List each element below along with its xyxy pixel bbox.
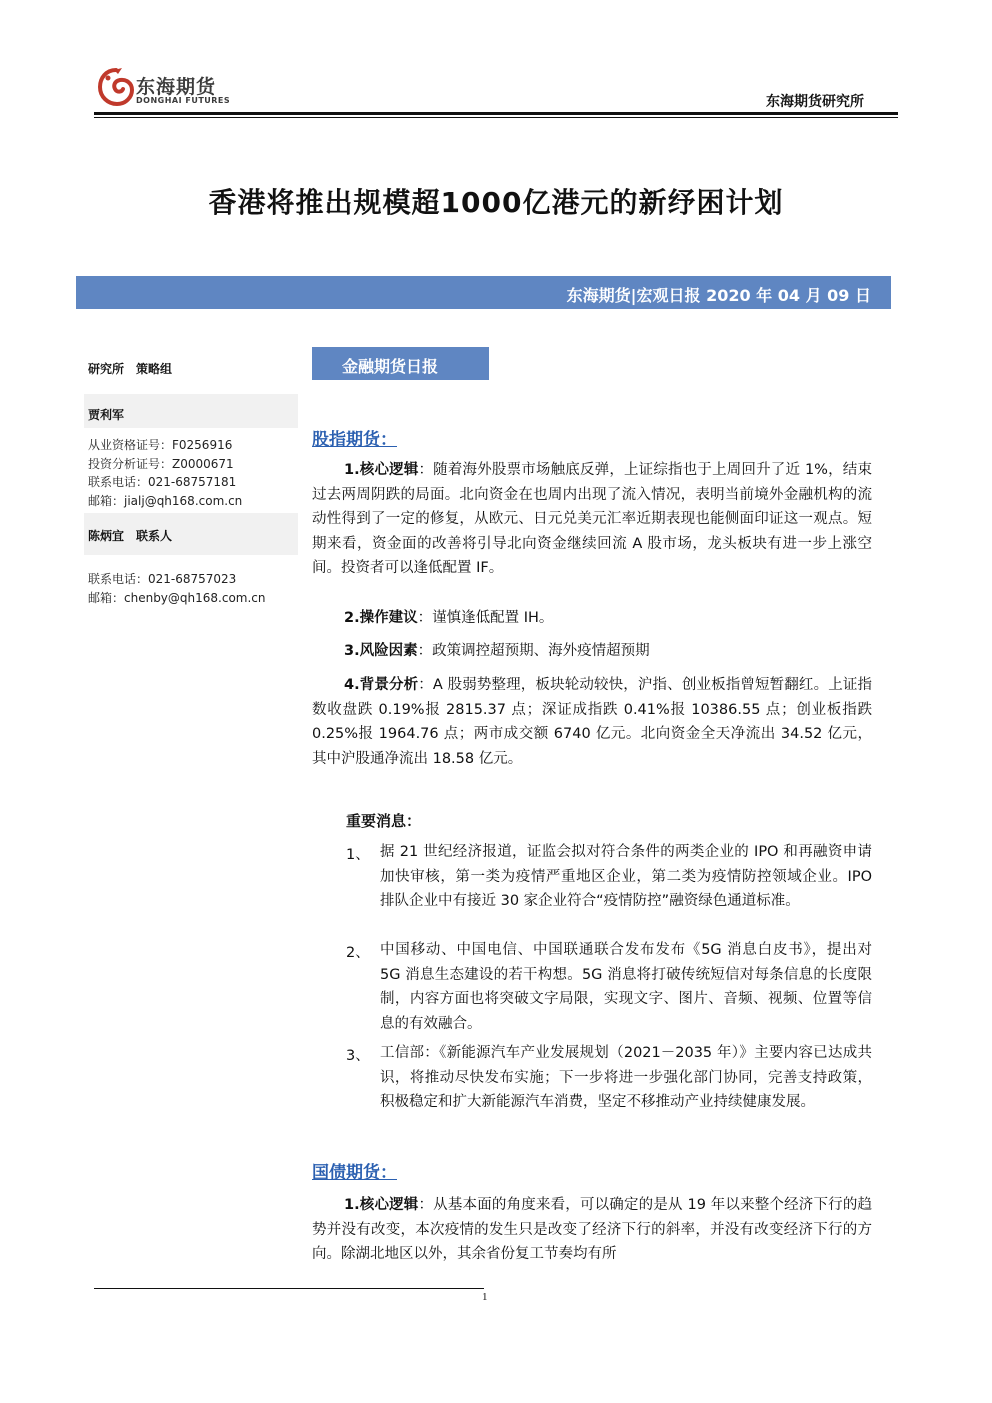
news-item-number: 3、 — [346, 1048, 370, 1064]
logo-english-text: DONGHAI FUTURES — [136, 96, 231, 105]
analyst2-email[interactable]: 邮箱：chenby@qh168.com.cn — [88, 590, 266, 605]
analyst2-name: 陈炳宜 联系人 — [88, 529, 173, 543]
sidebar-department: 研究所 策略组 — [88, 362, 173, 376]
analyst1-email[interactable]: 邮箱：jialj@qh168.com.cn — [88, 493, 243, 508]
news-item-text: 工信部：《新能源汽车产业发展规划（2021－2035 年）》主要内容已达成共识，将推动尽快发布实施；下一步将进一步强化部门协同，完善支持政策，积极稳定和扩大新能源汽车消费，坚定不移推动产业持续健康发展。 — [380, 1045, 872, 1110]
analyst2-line: 联系电话：021-68757023 — [88, 572, 237, 586]
company-logo — [96, 66, 236, 110]
news-item-number: 2、 — [346, 945, 370, 961]
bond-core-logic — [312, 1193, 872, 1267]
news-item-text: 据 21 世纪经济报道，证监会拟对符合条件的两类企业的 IPO 和再融资申请加快审核，第一类为疫情严重地区企业，第二类为疫情防控领域企业。IPO 排队企业中有接近 30 家企业符合“疫情防控”融资绿色通道标准。 — [380, 844, 872, 909]
logo-chinese-text: 东海期货 — [136, 76, 217, 98]
footer-rule — [94, 1288, 484, 1289]
stock-background — [312, 673, 872, 771]
stock-risk-text: ：政策调控超预期、海外疫情超预期 — [417, 643, 650, 659]
stock-risk-label: 3.风险因素 — [344, 643, 418, 659]
stock-advice-label: 2.操作建议 — [344, 610, 418, 626]
report-banner — [76, 276, 891, 309]
financial-futures-tag — [312, 347, 489, 380]
analyst1-header — [84, 394, 298, 428]
analyst1-line: 联系电话：021-68757181 — [88, 475, 237, 489]
bond-core-logic-label: 1.核心逻辑 — [344, 1197, 419, 1213]
analyst1-line: 投资分析证号：Z0000671 — [88, 456, 234, 471]
analyst1-line: 从业资格证号：F0256916 — [88, 438, 233, 452]
header-rule-thin — [94, 117, 898, 118]
stock-background-label: 4.背景分析 — [344, 677, 419, 693]
analyst2-header — [84, 513, 298, 555]
important-news-title: 重要消息： — [346, 812, 422, 830]
stock-core-logic — [312, 458, 872, 581]
bond-core-logic-text: ：从基本面的角度来看，可以确定的是从 19 年以来整个经济下行的趋势并没有改变，本次疫情的发生只是改变了经济下行的斜率，并没有改变经济下行的方向。除湖北地区以外，其余省份复工节奏均有所 — [312, 1197, 872, 1262]
report-title: 香港将推出规模超1000亿港元的新纾困计划 — [208, 186, 784, 219]
analyst1-contact — [88, 436, 242, 510]
bond-futures-section-title: 国债期货： — [312, 1163, 397, 1183]
news-item-number: 1、 — [346, 847, 370, 863]
research-institute-label: 东海期货研究所 — [766, 94, 864, 110]
tag-label: 金融期货日报 — [342, 357, 439, 376]
analyst1-name: 贾利军 — [88, 408, 125, 422]
header-rule-thick — [94, 112, 898, 115]
stock-core-logic-label: 1.核心逻辑 — [344, 462, 419, 478]
page-number: 1 — [482, 1291, 488, 1303]
stock-risk — [312, 639, 872, 664]
report-date-label: 东海期货|宏观日报 2020 年 04 月 09 日 — [566, 286, 871, 305]
stock-core-logic-text: ：随着海外股票市场触底反弹，上证综指也于上周回升了近 1%，结束过去两周阴跌的局面。北向资金在也周内出现了流入情况，表明当前境外金融机构的流动性得到了一定的修复，从欧元、日元兑美元汇率近期表现也能侧面印证这一观点。短期来看，资金面的改善将引导北向资金继续回流 A 股市场，龙头板块有进一步上涨空间。投资者可以逢低配置 IF。 — [312, 462, 872, 576]
stock-index-section-title: 股指期货： — [312, 430, 397, 450]
analyst2-contact — [88, 570, 266, 607]
news-item-text: 中国移动、中国电信、中国联通联合发布发布《5G 消息白皮书》，提出对 5G 消息生态建设的若干构想。5G 消息将打破传统短信对每条信息的长度限制，内容方面也将突破文字局限，实现文字、图片、音频、视频、位置等信息的有效融合。 — [380, 942, 872, 1032]
stock-background-text: ：A 股弱势整理，板块轮动较快，沪指、创业板指曾短暂翻红。上证指数收盘跌 0.19%报 2815.37 点；深证成指跌 0.41%报 10386.55 点；创业板指跌 0.25%报 1964.76 点；两市成交额 6740 亿元。北向资金全天净流出 34.52 亿元，其中沪股通净流出 18.58 亿元。 — [312, 677, 872, 767]
stock-advice — [312, 606, 872, 631]
stock-advice-text: ：谨慎逢低配置 IH。 — [417, 610, 554, 626]
dragon-logo-icon — [96, 66, 136, 108]
